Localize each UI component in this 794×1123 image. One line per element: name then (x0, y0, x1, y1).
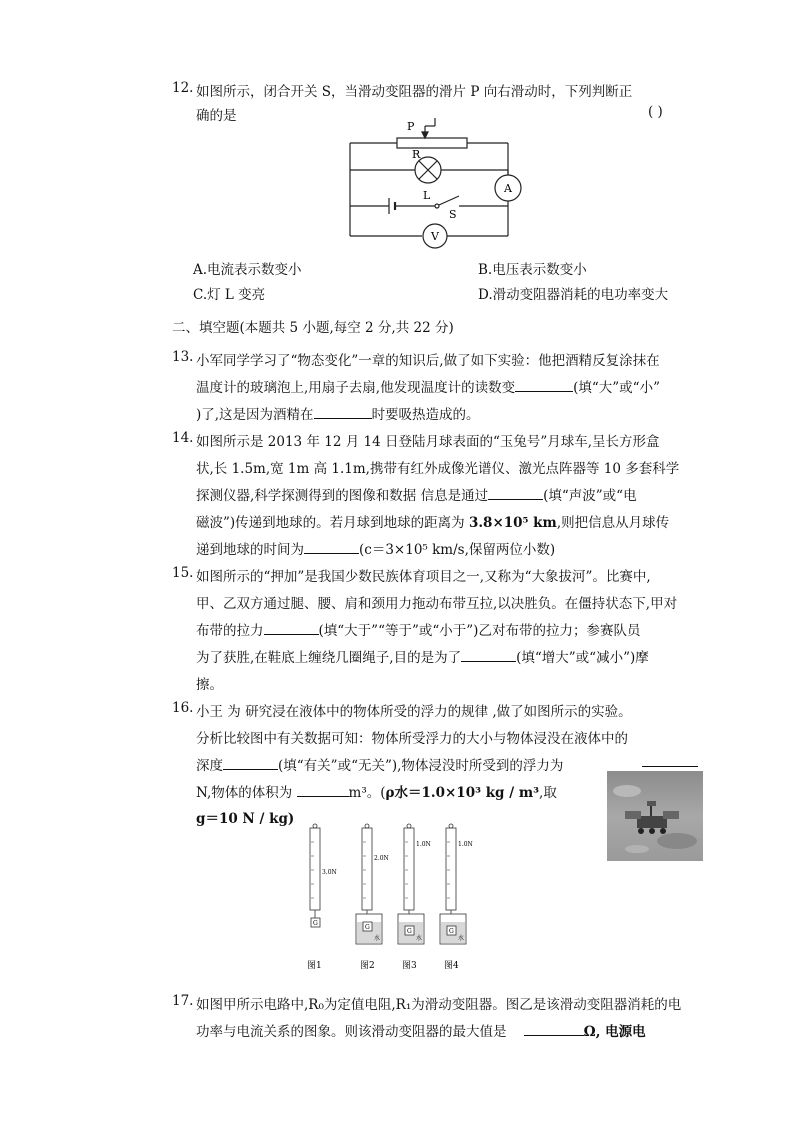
q15-line3-text: 布带的拉力 (196, 623, 264, 639)
switch-S-pivot (435, 204, 439, 208)
q17-blank-1[interactable] (524, 1023, 584, 1036)
object-label-4: G (449, 928, 454, 935)
q17-text-line1: 如图甲所示电路中,R₀为定值电阻,R₁为滑动变阻器。图乙是该滑动变阻器消耗的电 (196, 997, 682, 1013)
label-L: L (423, 189, 431, 202)
q13-text-line3 (196, 403, 480, 423)
moon-rover-photo (607, 771, 703, 861)
q12-option-a: A.电流表示数变小 (193, 262, 302, 278)
section2-heading: 二、填空题(本题共 5 小题,每空 2 分,共 22 分) (172, 320, 454, 336)
q14-line3-tail: (填“声波”或“电 (543, 488, 637, 504)
q16-text-line1: 小王 为 研究浸在液体中的物体所受的浮力的规律 ,做了如图所示的实验。 (196, 704, 632, 720)
q15-line4-tail: (填“增大”或“减小”)摩 (516, 650, 649, 666)
q16-blank-1[interactable] (223, 757, 278, 770)
object-label-1: G (313, 920, 318, 927)
q16-text-line2: 分析比较图中有关数据可知：物体所受浮力的大小与物体浸没在液体中的 (196, 731, 628, 747)
q13-blank-1[interactable] (515, 379, 573, 392)
q15-text-line3 (196, 619, 640, 639)
label-P: P (407, 120, 415, 133)
reading-1: 3.0N (322, 869, 337, 876)
q16-number: 16. (172, 700, 194, 716)
q17-text-line2 (196, 1020, 646, 1040)
label-V: V (431, 230, 439, 243)
q15-number: 15. (172, 565, 194, 581)
q14-line5-tail: (c＝3×10⁵ km/s,保留两位小数) (359, 542, 556, 558)
q13-line2-text: 温度计的玻璃泡上,用扇子去扇,他发现温度计的读数变 (196, 380, 516, 396)
q14-number: 14. (172, 430, 194, 446)
label-S: S (449, 208, 457, 221)
figure-caption-2: 图2 (360, 961, 375, 971)
object-label-2: G (365, 924, 370, 931)
q14-text-line2: 状,长 1.5m,宽 1m 高 1.1m,携带有红外成像光谱仪、激光点阵器等 10 多套科学 (196, 461, 680, 477)
q16-text-line3 (196, 754, 563, 774)
q15-text-line1: 如图所示的“押加”是我国少数民族体育项目之一,又称为“大象拔河”。比赛中, (196, 569, 651, 585)
q16-gravity: g＝10 N / kg) (196, 811, 295, 827)
q13-blank-2[interactable] (314, 406, 372, 419)
q15-blank-1[interactable] (264, 622, 319, 635)
q15-line3-tail: (填“大于”“等于”或“小于”)乙对布带的拉力；参赛队员 (318, 623, 641, 639)
q13-text-line1: 小军同学学习了“物态变化”一章的知识后,做了如下实验：他把酒精反复涂抹在 (196, 353, 660, 369)
q14-text-line4 (196, 511, 669, 531)
q12-answer-bracket: ( ) (648, 104, 663, 120)
spring-scale-1 (310, 824, 320, 927)
q15-text-line5: 擦。 (196, 677, 223, 693)
q16-blank-3[interactable] (297, 784, 349, 797)
q17-line2-text: 功率与电流关系的图象。则该滑动变阻器的最大值是 (196, 1024, 507, 1040)
liquid-label-4: 水 (458, 935, 465, 942)
q12-option-d: D.滑动变阻器消耗的电功率变大 (478, 287, 669, 303)
figure-caption-1: 图1 (307, 961, 322, 971)
label-R: R (412, 148, 421, 161)
label-A: A (504, 182, 512, 195)
q15-text-line2: 甲、乙双方通过腿、腰、肩和颈用力拖动布带互拉,以决胜负。在僵持状态下,甲对 (196, 596, 678, 612)
q14-line3-text: 探测仪器,科学探测得到的图像和数据 信息是通过 (196, 488, 489, 504)
q14-text-line5 (196, 538, 555, 558)
q16-line3-mid: (填“有关”或“无关”),物体浸没时所受到的浮力为 (278, 758, 564, 774)
q16-line4-text: N,物体的体积为 (196, 785, 293, 801)
q17-line2-tail: Ω, 电源电 (583, 1024, 646, 1040)
q16-text-line4 (196, 781, 557, 801)
q16-line4-unit: m³。( (348, 785, 386, 801)
q15-line4-text: 为了获胜,在鞋底上缠绕几圈绳子,目的是为了 (196, 650, 462, 666)
q12-number: 12. (172, 80, 194, 96)
q16-line4-tail: ,取 (539, 785, 557, 801)
buoyancy-experiment-figures (300, 822, 480, 972)
q16-blank-2[interactable] (642, 754, 698, 767)
q13-line2-tail: (填“大”或“小” (573, 380, 660, 396)
q16-line3-text: 深度 (196, 758, 223, 774)
q16-water-density: ρ水＝1.0×10³ kg / m³ (385, 785, 540, 801)
q12-option-b: B.电压表示数变小 (478, 262, 587, 278)
q12-text-line2: 确的是 (196, 108, 237, 124)
q15-text-line4 (196, 646, 649, 666)
q14-text-line1: 如图所示是 2013 年 12 月 14 日登陆月球表面的“玉兔号”月球车,呈长方形盒 (196, 434, 660, 450)
q12-circuit-diagram (345, 118, 545, 253)
q14-text-line3 (196, 484, 637, 504)
q14-line5-text: 递到地球的时间为 (196, 542, 304, 558)
q15-blank-2[interactable] (461, 649, 516, 662)
q13-line3-text: )了,这是因为酒精在 (196, 407, 314, 423)
q12-option-c: C.灯 L 变亮 (193, 287, 266, 303)
q14-blank-2[interactable] (304, 541, 359, 554)
q12-text-line1: 如图所示，闭合开关 S，当滑动变阻器的滑片 P 向右滑动时，下列判断正 (196, 84, 633, 100)
q13-text-line2 (196, 376, 660, 396)
figure-caption-3: 图3 (402, 961, 417, 971)
figure-caption-4: 图4 (444, 961, 459, 971)
q14-blank-1[interactable] (488, 487, 543, 500)
q14-distance: 3.8×10⁵ km (468, 515, 557, 531)
q13-line3-tail: 时要吸热造成的。 (371, 407, 480, 423)
reading-3: 1.0N (416, 841, 431, 848)
q17-number: 17. (172, 993, 194, 1009)
q14-line4-text: 磁波”)传递到地球的。若月球到地球的距离为 (196, 515, 465, 531)
liquid-label-2: 水 (374, 935, 381, 942)
slider-P-arrow (422, 132, 428, 138)
rheostat-R (397, 138, 467, 148)
object-label-3: G (407, 928, 412, 935)
liquid-label-3: 水 (416, 935, 423, 942)
reading-4: 1.0N (458, 841, 473, 848)
reading-2: 2.0N (374, 855, 389, 862)
q13-number: 13. (172, 349, 194, 365)
q14-line4-tail: ,则把信息从月球传 (556, 515, 670, 531)
